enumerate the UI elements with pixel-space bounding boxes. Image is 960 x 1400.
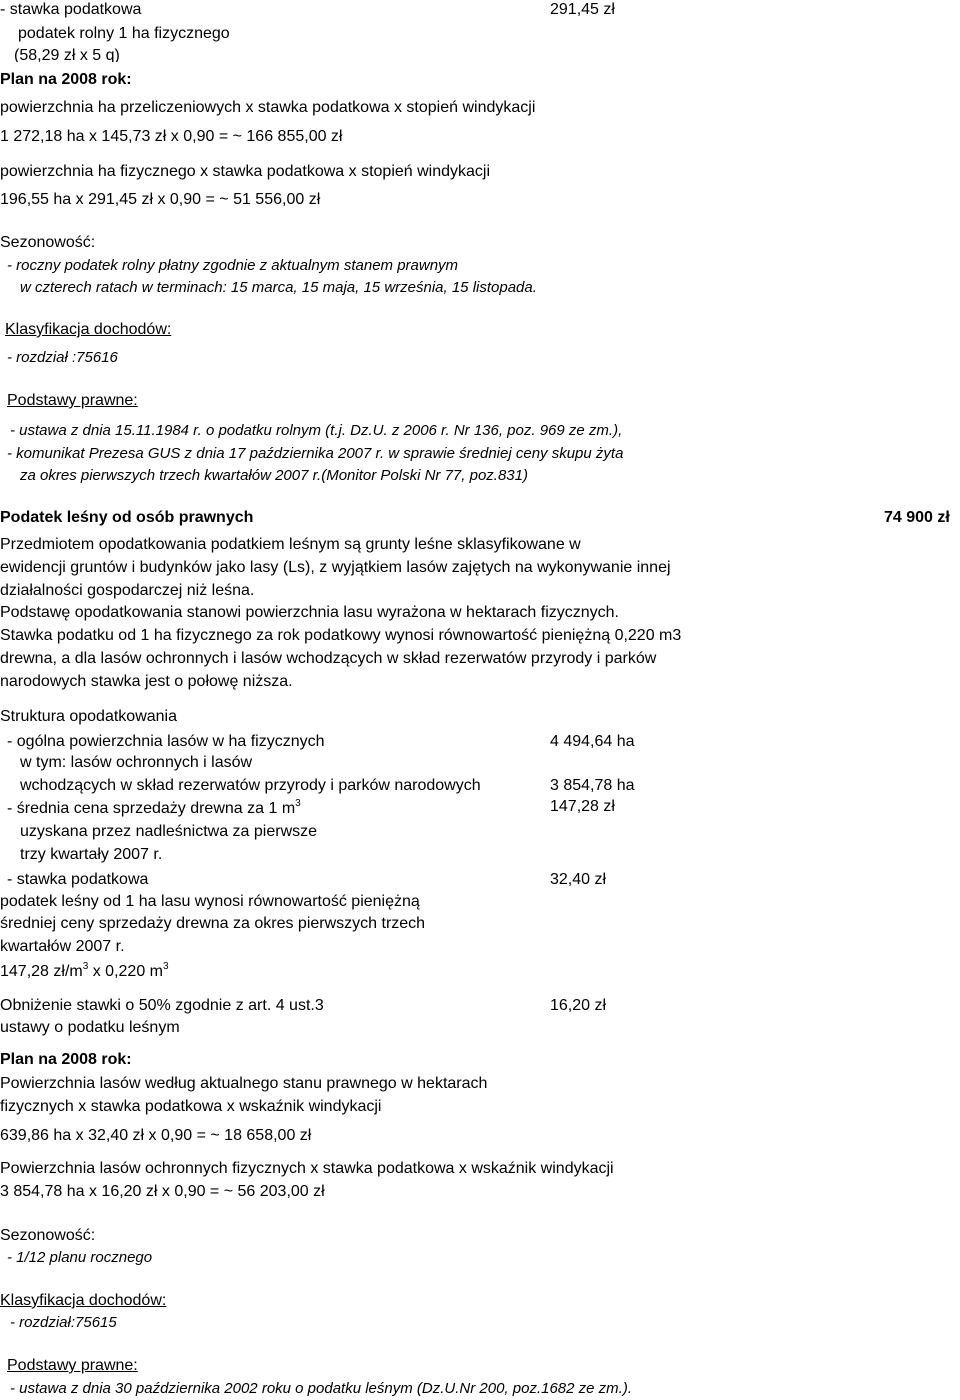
classification-heading: Klasyfikacja dochodów: [5, 321, 172, 338]
structure-label: uzyskana przez nadleśnictwa za pierwsze [20, 823, 318, 840]
structure-label: kwartałów 2007 r. [0, 938, 125, 955]
structure-label: trzy kwartały 2007 r. [20, 846, 163, 863]
plan-formula: powierzchnia ha fizycznego x stawka podatkowa x stopień windykacji [0, 163, 491, 180]
seasonality-heading: Sezonowość: [0, 234, 96, 251]
legal-basis-heading: Podstawy prawne: [7, 392, 138, 409]
rate-value: 291,45 zł [550, 1, 615, 18]
structure-value: 4 494,64 ha [550, 733, 635, 750]
structure-label: - stawka podatkowa [7, 871, 149, 888]
structure-label: ustawy o podatku leśnym [0, 1019, 180, 1036]
plan-calculation: 196,55 ha x 291,45 zł x 0,90 = ~ 51 556,00 zł [0, 191, 321, 208]
plan-formula: powierzchnia ha przeliczeniowych x stawka podatkowa x stopień windykacji [0, 99, 536, 116]
structure-label: podatek leśny od 1 ha lasu wynosi równowartość pieniężną [0, 893, 420, 910]
structure-label: w tym: lasów ochronnych i lasów [20, 754, 253, 771]
plan-formula: Powierzchnia lasów według aktualnego stanu prawnego w hektarach [0, 1075, 488, 1092]
legal-basis-item: - ustawa z dnia 30 października 2002 roku o podatku leśnym (Dz.U.Nr 200, poz.1682 ze zm.). [10, 1380, 632, 1397]
section-title: Podatek leśny od osób prawnych [0, 509, 254, 526]
plan-heading: Plan na 2008 rok: [0, 1051, 132, 1068]
legal-basis-item: - komunikat Prezesa GUS z dnia 17 października 2007 r. w sprawie średniej ceny skupu żyta [7, 445, 624, 462]
structure-heading: Struktura opodatkowania [0, 708, 177, 725]
plan-calculation: 639,86 ha x 32,40 zł x 0,90 = ~ 18 658,00 zł [0, 1127, 312, 1144]
structure-value: 16,20 zł [550, 997, 607, 1014]
rate-label: - stawka podatkowa [0, 1, 142, 18]
legal-basis-heading: Podstawy prawne: [7, 1357, 138, 1374]
classification-text: - rozdział:75615 [10, 1314, 117, 1331]
plan-formula: fizycznych x stawka podatkowa x wskaźnik windykacji [0, 1098, 382, 1115]
seasonality-text: w czterech ratach w terminach: 15 marca, 15 maja, 15 września, 15 listopada. [20, 279, 537, 296]
paragraph-line: Przedmiotem opodatkowania podatkiem leśnym są grunty leśne sklasyfikowane w [0, 536, 581, 553]
classification-heading: Klasyfikacja dochodów: [0, 1292, 167, 1309]
paragraph-line: narodowych stawka jest o połowę niższa. [0, 673, 293, 690]
structure-label: - ogólna powierzchnia lasów w ha fizycznych [7, 733, 325, 750]
plan-calculation: 3 854,78 ha x 16,20 zł x 0,90 = ~ 56 203,00 zł [0, 1183, 325, 1200]
structure-value: 32,40 zł [550, 871, 607, 888]
paragraph-line: ewidencji gruntów i budynków jako lasy (Ls), z wyjątkiem lasów zajętych na wykonywanie innej [0, 559, 671, 576]
section-amount: 74 900 zł [884, 509, 950, 526]
structure-value: 3 854,78 ha [550, 777, 635, 794]
legal-basis-item: za okres pierwszych trzech kwartałów 2007 r.(Monitor Polski Nr 77, poz.831) [20, 467, 528, 484]
plan-calculation: 1 272,18 ha x 145,73 zł x 0,90 = ~ 166 855,00 zł [0, 128, 343, 145]
rate-description: podatek rolny 1 ha fizycznego [18, 25, 230, 42]
structure-label: - średnia cena sprzedaży drewna za 1 $m^3$ [7, 797, 301, 817]
paragraph-line: Podstawę opodatkowania stanowi powierzchnia lasu wyrażona w hektarach fizycznych. [0, 604, 619, 621]
plan-formula: Powierzchnia lasów ochronnych fizycznych x stawka podatkowa x wskaźnik windykacji [0, 1160, 614, 1177]
seasonality-text: - roczny podatek rolny płatny zgodnie z aktualnym stanem prawnym [7, 257, 459, 274]
rate-calculation: 147,28 $zł/m^3$ x 0,220 $m^3$ [0, 960, 169, 980]
structure-label: Obniżenie stawki o 50% zgodnie z art. 4 ust.3 [0, 997, 324, 1014]
legal-basis-item: - ustawa z dnia 15.11.1984 r. o podatku rolnym (t.j. Dz.U. z 2006 r. Nr 136, poz. 969 ze zm.), [10, 422, 623, 439]
structure-value: 147,28 zł [550, 798, 615, 815]
rate-description-2: (58,29 zł x 5 q) [14, 47, 120, 62]
seasonality-heading: Sezonowość: [0, 1227, 96, 1244]
paragraph-line: działalności gospodarczej niż leśna. [0, 582, 255, 599]
paragraph-line: Stawka podatku od 1 ha fizycznego za rok podatkowy wynosi równowartość pieniężną 0,220 m3 [0, 627, 682, 644]
structure-label: wchodzących w skład rezerwatów przyrody i parków narodowych [20, 777, 481, 794]
seasonality-text: - 1/12 planu rocznego [7, 1249, 153, 1266]
structure-label: średniej ceny sprzedaży drewna za okres pierwszych trzech [0, 915, 426, 932]
paragraph-line: drewna, a dla lasów ochronnych i lasów wchodzących w skład rezerwatów przyrody i parków [0, 650, 657, 667]
classification-text: - rozdział :75616 [7, 349, 118, 366]
plan-heading: Plan na 2008 rok: [0, 71, 132, 88]
